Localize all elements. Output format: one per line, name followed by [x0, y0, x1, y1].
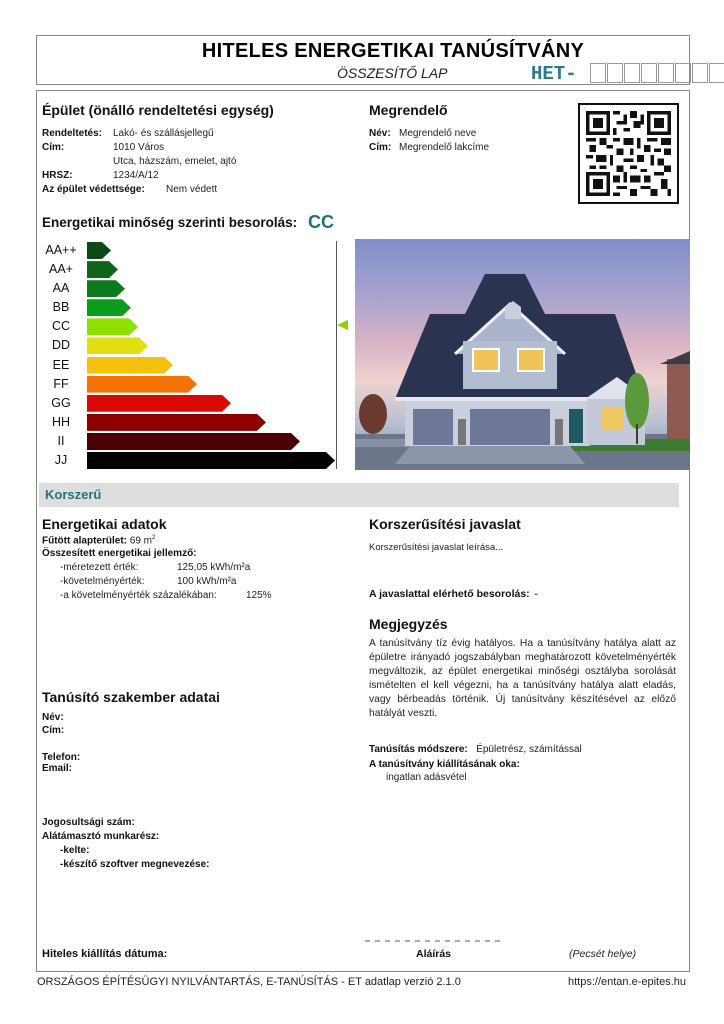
- scale-label: EE: [52, 357, 70, 372]
- scale-bar: [87, 395, 231, 412]
- signature-label: Aláírás: [416, 948, 452, 960]
- method-label: Tanúsítás módszere:: [369, 744, 468, 755]
- scale-row-bb: [40, 298, 340, 317]
- area-value: 69 m: [129, 535, 153, 547]
- hrsz-value: 1234/A/12: [113, 170, 159, 181]
- achievable-value: -: [534, 588, 538, 600]
- scale-label: FF: [53, 376, 69, 391]
- client-cim-value: Megrendelő lakcíme: [399, 142, 490, 153]
- footer-left: ORSZÁGOS ÉPÍTÉSÜGYI NYILVÁNTARTÁS, E-TANÚSÍTÁS - ET adatlap verzió 2.1.0: [37, 976, 461, 988]
- expert-section-title: Tanúsító szakember adatai: [42, 689, 220, 705]
- client-nev-value: Megrendelő neve: [399, 128, 477, 139]
- note-text: A tanúsítvány tíz évig hatályos. Ha a tanúsítvány hatálya alatt az épületre irányadó jogszabályban meghatározott követelményérték megváltozik, az épület energetikai minőségi osztályba sorolását ismételten el kell végezni, ha a tanúsítvány hatálya alatt eladás, vagy bérbeadás történik. Új tanúsítvány készítésével az előző hatályát veszti.: [369, 638, 676, 719]
- energy-section-title: Energetikai adatok: [42, 516, 167, 532]
- het-id-box: [624, 63, 640, 83]
- scale-bar: [87, 414, 266, 431]
- area-label: Fűtött alapterület:: [42, 535, 127, 547]
- meretezett-label: -méretezett érték:: [60, 562, 139, 573]
- scale-row-aaplusplus: [40, 241, 340, 260]
- vedettseg-value: Nem védett: [166, 184, 218, 195]
- rendeltetes-label: Rendeltetés:: [42, 128, 103, 139]
- scale-row-jj: [40, 451, 340, 470]
- kovetelmeny-label: -követelményérték:: [60, 576, 145, 587]
- scale-label: JJ: [54, 453, 68, 468]
- achievable-label: A javaslattal elérhető besorolás:: [369, 588, 530, 600]
- rating-value: CC: [308, 212, 334, 232]
- modernization-section-title: Korszerűsítési javaslat: [369, 516, 521, 532]
- hrsz-label: HRSZ:: [42, 170, 73, 181]
- client-nev-label: Név:: [369, 128, 391, 139]
- scale-bar: [87, 376, 197, 393]
- scale-bar: [87, 357, 173, 374]
- het-id-box: [641, 63, 657, 83]
- scale-label: AA++: [45, 243, 77, 257]
- achievable-row: [369, 584, 538, 602]
- het-id-prefix: HET-: [531, 63, 577, 85]
- scale-bar: [87, 318, 138, 335]
- method-value: Épületrész, számítással: [476, 744, 582, 755]
- qr-code-icon: [578, 103, 679, 204]
- expert-email-label: Email:: [42, 763, 73, 774]
- scale-label: DD: [51, 338, 71, 353]
- alatamaszto-label: Alátámasztó munkarész:: [42, 831, 160, 842]
- scale-label: II: [57, 433, 65, 448]
- scale-label: BB: [52, 300, 70, 315]
- het-id-boxes: [590, 63, 724, 83]
- footer-url-link[interactable]: https://entan.e-epites.hu: [568, 976, 687, 988]
- scale-bar: [87, 433, 300, 450]
- building-cim-label: Cím:: [42, 142, 65, 153]
- energy-class-scale: [40, 241, 340, 470]
- stamp-label: (Pecsét helye): [569, 948, 637, 960]
- method-row: [369, 739, 582, 757]
- area-sup: 2: [152, 535, 156, 541]
- vedettseg-label: Az épület védettsége:: [42, 184, 145, 195]
- building-section-title: Épület (önálló rendeltetési egység): [42, 102, 274, 118]
- szazalek-value: 125%: [246, 590, 272, 601]
- meretezett-value: 125,05 kWh/m²a: [177, 562, 251, 573]
- scale-bar: [87, 261, 118, 278]
- scale-axis: [336, 241, 337, 469]
- note-section-title: Megjegyzés: [369, 616, 448, 632]
- category-band-label: Korszerű: [45, 487, 102, 502]
- scale-row-cc: [40, 317, 340, 336]
- modernization-description: Korszerűsítési javaslat leírása...: [369, 542, 504, 553]
- expert-nev-label: Név:: [42, 712, 64, 723]
- rendeltetes-value: Lakó- és szállásjellegű: [113, 128, 214, 139]
- scale-label: CC: [51, 319, 71, 334]
- expert-cim-label: Cím:: [42, 725, 65, 736]
- rating-title: Energetikai minőség szerinti besorolás:: [42, 215, 298, 230]
- jogosultsag-label: Jogosultsági szám:: [42, 817, 135, 828]
- het-id-box: [590, 63, 606, 83]
- scale-row-dd: [40, 336, 340, 355]
- building-cim-line2: Utca, házszám, emelet, ajtó: [113, 156, 237, 167]
- scale-row-aaplus: [40, 260, 340, 279]
- scale-row-ii: [40, 432, 340, 451]
- scale-bar: [87, 452, 335, 469]
- szoftver-label: -készítő szoftver megnevezése:: [60, 859, 210, 870]
- building-cim-line1: 1010 Város: [113, 142, 165, 153]
- scale-bar: [87, 280, 125, 297]
- scale-label: AA+: [49, 262, 73, 277]
- signature-line: [365, 940, 505, 942]
- scale-bar: [87, 299, 131, 316]
- document-subtitle: ÖSSZESÍTŐ LAP: [337, 65, 448, 81]
- rating-marker-icon: [337, 320, 348, 330]
- reason-value: ingatlan adásvétel: [386, 772, 467, 783]
- scale-label: AA: [52, 281, 70, 296]
- scale-bar: [87, 337, 148, 354]
- het-id-box: [709, 63, 724, 83]
- scale-row-hh: [40, 413, 340, 432]
- summary-label: Összesített energetikai jellemző:: [42, 548, 197, 559]
- reason-label: A tanúsítvány kiállításának oka:: [369, 759, 520, 770]
- document-title: HITELES ENERGETIKAI TANÚSÍTVÁNY: [201, 40, 585, 62]
- scale-row-ee: [40, 356, 340, 375]
- client-cim-label: Cím:: [369, 142, 392, 153]
- scale-row-gg: [40, 394, 340, 413]
- scale-label: GG: [51, 395, 71, 410]
- scale-label: HH: [51, 414, 71, 429]
- header-box: [36, 35, 690, 85]
- date-label: Hiteles kiállítás dátuma:: [42, 948, 168, 960]
- kovetelmeny-value: 100 kWh/m²a: [177, 576, 237, 587]
- client-section-title: Megrendelő: [369, 102, 448, 118]
- scale-row-aa: [40, 279, 340, 298]
- het-id-box: [607, 63, 623, 83]
- szazalek-label: -a követelményérték százalékában:: [60, 590, 217, 601]
- kelte-label: -kelte:: [60, 845, 90, 856]
- area-row: [42, 535, 155, 546]
- het-id-box: [675, 63, 691, 83]
- category-band: [39, 483, 679, 507]
- scale-row-ff: [40, 375, 340, 394]
- expert-telefon-label: Telefon:: [42, 752, 81, 763]
- house-photo: [355, 239, 690, 470]
- het-id-box: [658, 63, 674, 83]
- het-id-box: [692, 63, 708, 83]
- scale-bar: [87, 242, 111, 259]
